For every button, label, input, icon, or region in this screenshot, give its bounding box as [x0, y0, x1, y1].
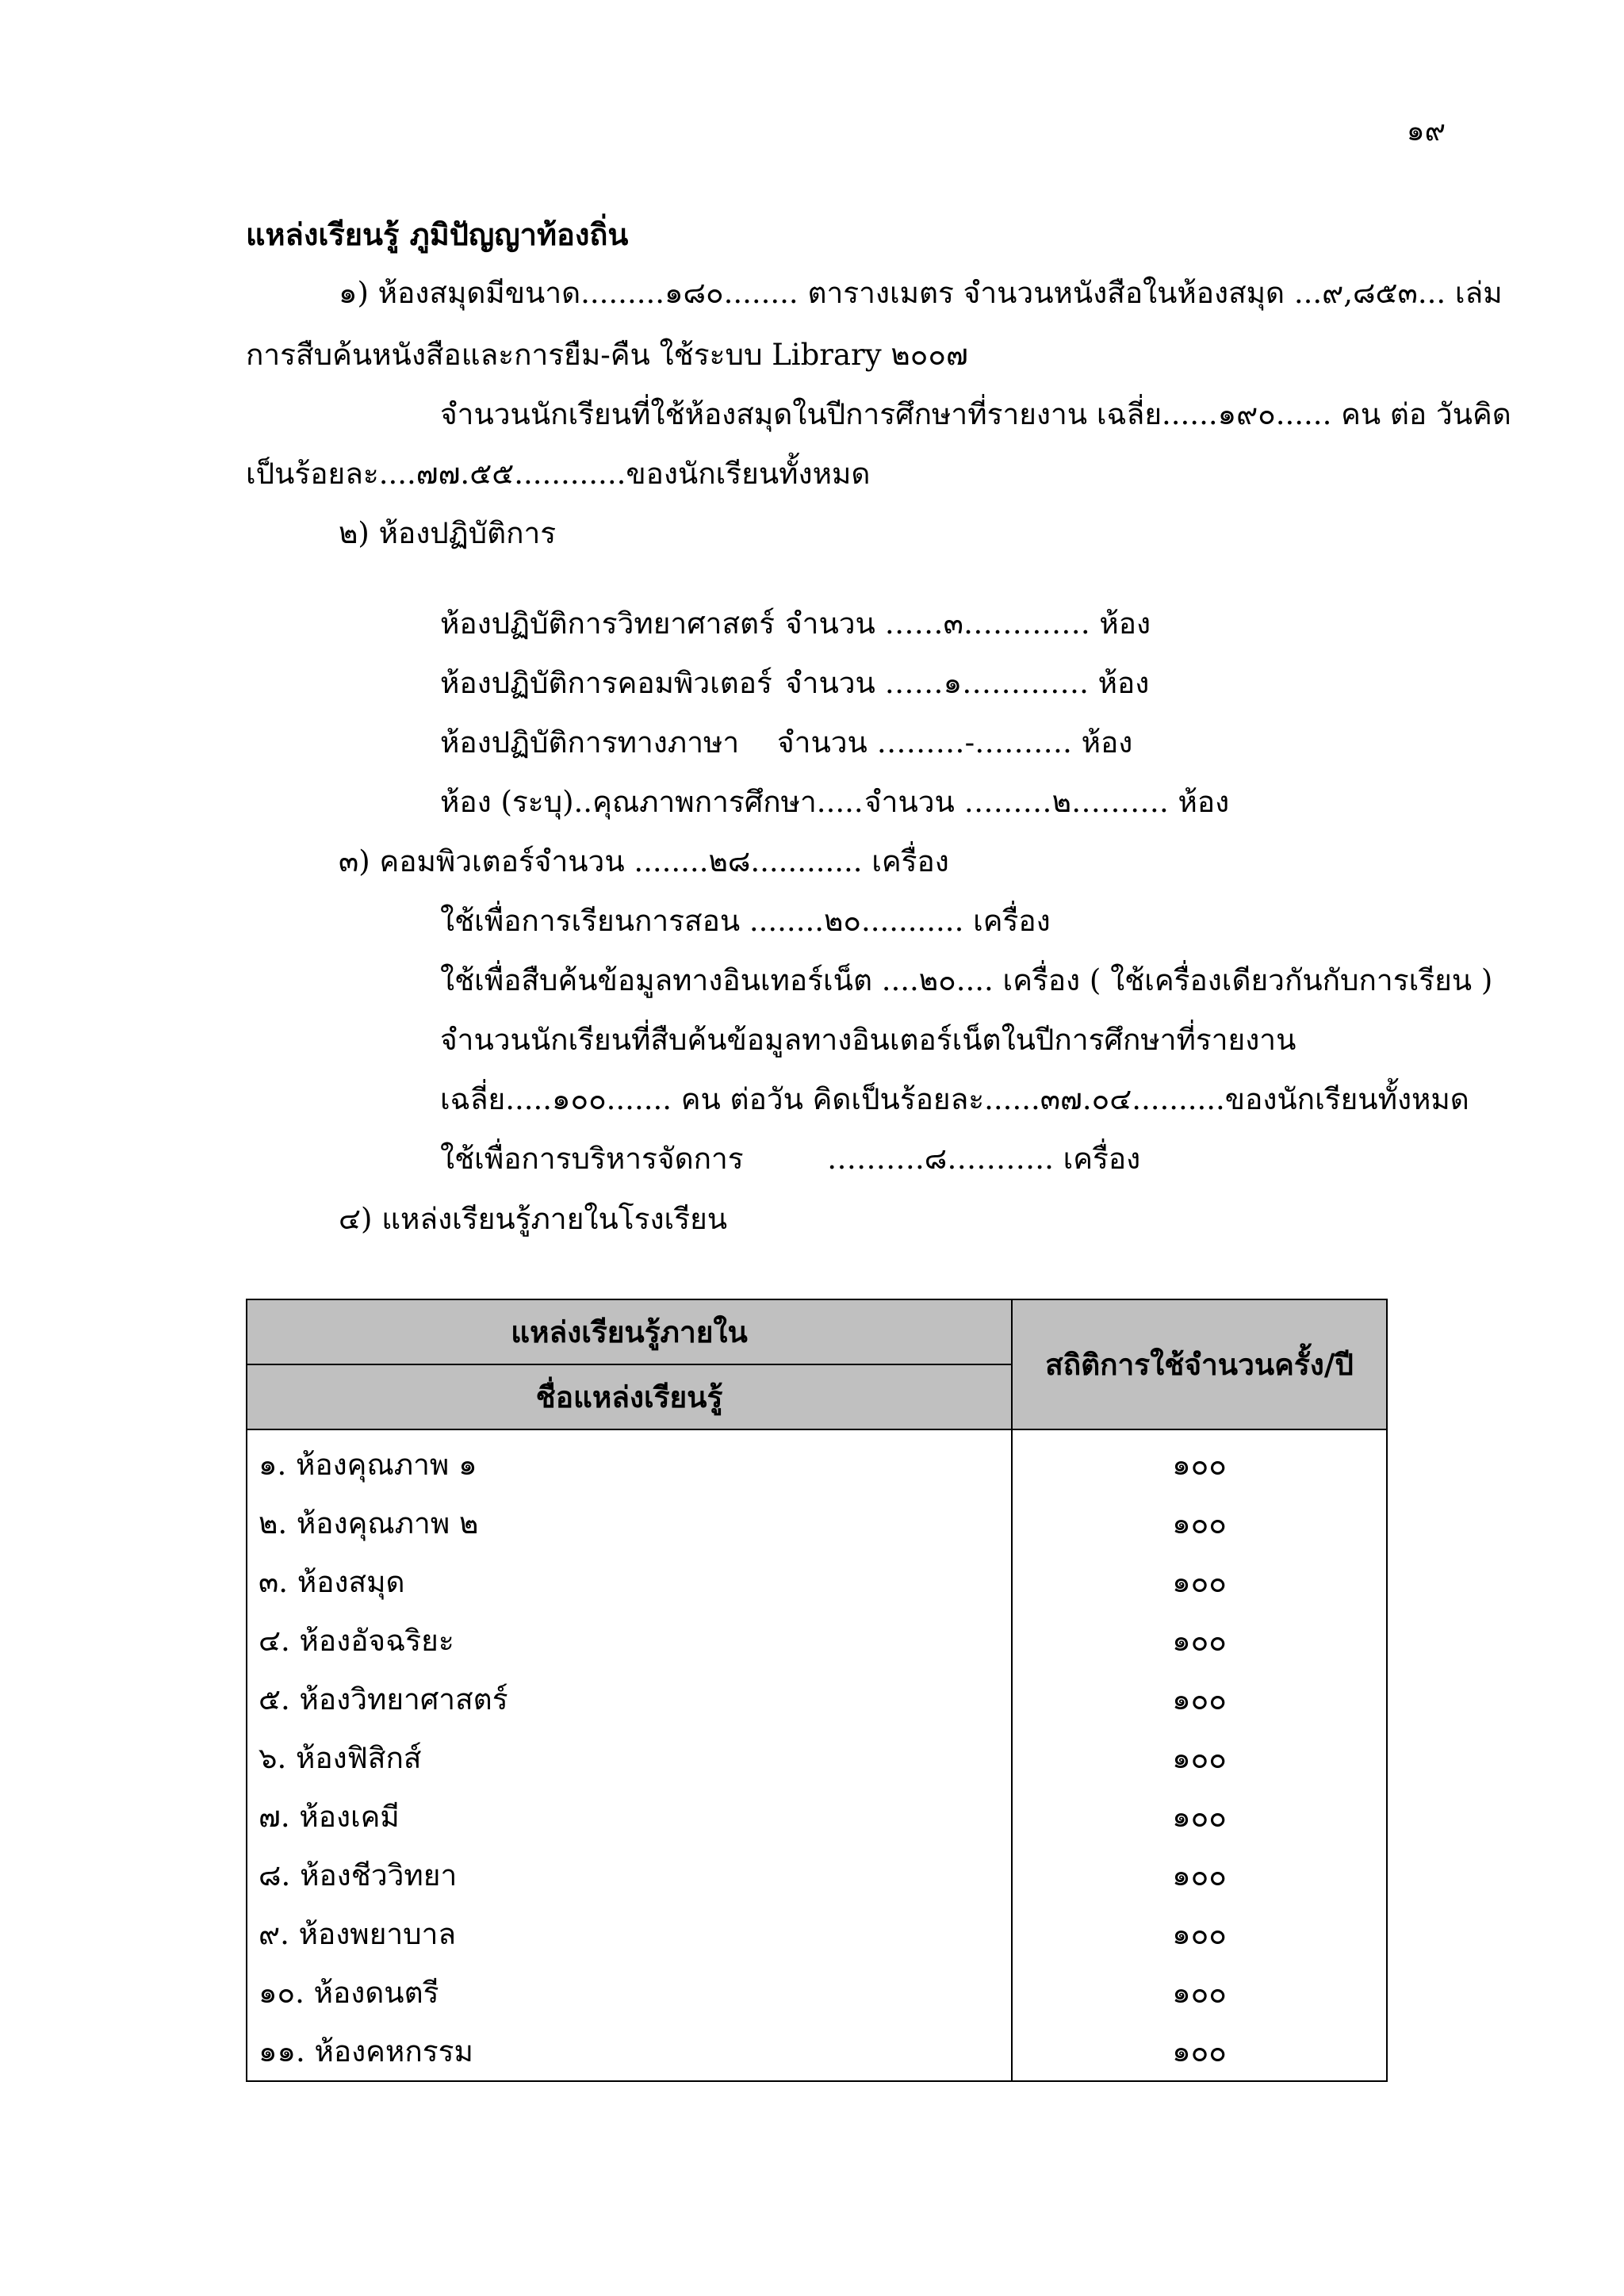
- computers-heading: ๓) คอมพิวเตอร์จำนวน ........๒๘............ เครื่อง: [339, 844, 949, 878]
- lab-row: [440, 600, 1151, 647]
- computers-internet: ใช้เพื่อสืบค้นข้อมูลทางอินเทอร์เน็ต ....๒๐.... เครื่อง ( ใช้เครื่องเดียวกันกับการเรียน ): [440, 963, 1493, 997]
- lab-row: [440, 719, 1133, 766]
- table-row: [247, 1670, 1387, 1728]
- sources-heading: ๔) แหล่งเรียนรู้ภายในโรงเรียน: [339, 1202, 728, 1236]
- computers-average: เฉลี่ย.....๑๐๐....... คน ต่อวัน คิดเป็นร้อยละ......๓๗.๐๔..........ของนักเรียนทั้งหมด: [440, 1082, 1469, 1116]
- computers-teaching: ใช้เพื่อการเรียนการสอน ........๒๐........... เครื่อง: [440, 904, 1051, 938]
- source-count: ๑๐๐: [1012, 1494, 1387, 1552]
- header-stat: สถิติการใช้จำนวนครั้ง/ปี: [1012, 1299, 1387, 1429]
- source-name: ๑. ห้องคุณภาพ ๑: [247, 1429, 1012, 1494]
- source-name: ๘. ห้องชีววิทยา: [247, 1846, 1012, 1904]
- page-number: ๑๙: [1406, 115, 1446, 147]
- source-count: ๑๐๐: [1012, 1846, 1387, 1904]
- source-name: ๙. ห้องพยาบาล: [247, 1904, 1012, 1963]
- table-row: [247, 1611, 1387, 1670]
- table-row: [247, 1904, 1387, 1963]
- lab-name: ห้องปฏิบัติการวิทยาศาสตร์: [440, 607, 775, 641]
- library-line-3: จำนวนนักเรียนที่ใช้ห้องสมุดในปีการศึกษาที่รายงาน เฉลี่ย......๑๙๐...... คน ต่อ วันคิด: [440, 397, 1511, 431]
- table-row: [247, 1963, 1387, 2022]
- source-name: ๗. ห้องเคมี: [247, 1787, 1012, 1846]
- section-title: แหล่งเรียนรู้ ภูมิปัญญาท้องถิ่น: [246, 216, 629, 252]
- lab-row: [440, 779, 1230, 825]
- source-name: ๑๑. ห้องคหกรรม: [247, 2022, 1012, 2081]
- source-count: ๑๐๐: [1012, 1429, 1387, 1494]
- table-row: [247, 1429, 1387, 1494]
- lab-row: [440, 660, 1150, 706]
- computers-admin-label: ใช้เพื่อการบริหารจัดการ: [440, 1142, 744, 1176]
- library-line-4: เป็นร้อยละ....๗๗.๕๕............ของนักเรียนทั้งหมด: [246, 457, 871, 491]
- source-name: ๒. ห้องคุณภาพ ๒: [247, 1494, 1012, 1552]
- table-row: [247, 1728, 1387, 1787]
- source-count: ๑๐๐: [1012, 2022, 1387, 2081]
- table-row: [247, 1552, 1387, 1611]
- source-name: ๑๐. ห้องดนตรี: [247, 1963, 1012, 2022]
- source-count: ๑๐๐: [1012, 1670, 1387, 1728]
- table-row: [247, 1846, 1387, 1904]
- lab-count: จำนวน ………๒………. ห้อง: [864, 785, 1230, 819]
- lab-count: จำนวน ……๓…………. ห้อง: [785, 607, 1151, 641]
- lab-count: จำนวน ……๑…………. ห้อง: [785, 666, 1150, 700]
- labs-heading: ๒) ห้องปฏิบัติการ: [339, 516, 557, 550]
- table-row: [247, 1787, 1387, 1846]
- source-name: ๖. ห้องฟิสิกส์: [247, 1728, 1012, 1787]
- library-line-2: การสืบค้นหนังสือและการยืม-คืน ใช้ระบบ Library ๒๐๐๗: [246, 338, 968, 372]
- lab-name: ห้อง (ระบุ)..คุณภาพการศึกษา.....: [440, 785, 864, 819]
- header-name: ชื่อแหล่งเรียนรู้: [247, 1364, 1012, 1429]
- table-row: [247, 1494, 1387, 1552]
- source-name: ๓. ห้องสมุด: [247, 1552, 1012, 1611]
- lab-name: ห้องปฏิบัติการทางภาษา: [440, 725, 740, 760]
- table-row: [247, 2022, 1387, 2081]
- lab-count: จำนวน ………-………. ห้อง: [777, 725, 1133, 760]
- learning-sources-table: [246, 1299, 1388, 2082]
- computers-admin: [440, 1135, 1141, 1182]
- source-count: ๑๐๐: [1012, 1728, 1387, 1787]
- lab-name: ห้องปฏิบัติการคอมพิวเตอร์: [440, 666, 772, 700]
- source-count: ๑๐๐: [1012, 1611, 1387, 1670]
- source-count: ๑๐๐: [1012, 1787, 1387, 1846]
- source-name: ๕. ห้องวิทยาศาสตร์: [247, 1670, 1012, 1728]
- header-group: แหล่งเรียนรู้ภายใน: [247, 1299, 1012, 1364]
- source-count: ๑๐๐: [1012, 1552, 1387, 1611]
- source-count: ๑๐๐: [1012, 1904, 1387, 1963]
- library-line-1: ๑) ห้องสมุดมีขนาด.........๑๘๐........ ตารางเมตร จำนวนหนังสือในห้องสมุด ...๙,๘๕๓... เล่ม: [339, 276, 1503, 310]
- computers-admin-count: ……….๘……….. เครื่อง: [827, 1142, 1141, 1176]
- computers-students: จำนวนนักเรียนที่สืบค้นข้อมูลทางอินเตอร์เน็ตในปีการศึกษาที่รายงาน: [440, 1023, 1297, 1057]
- source-name: ๔. ห้องอัจฉริยะ: [247, 1611, 1012, 1670]
- source-count: ๑๐๐: [1012, 1963, 1387, 2022]
